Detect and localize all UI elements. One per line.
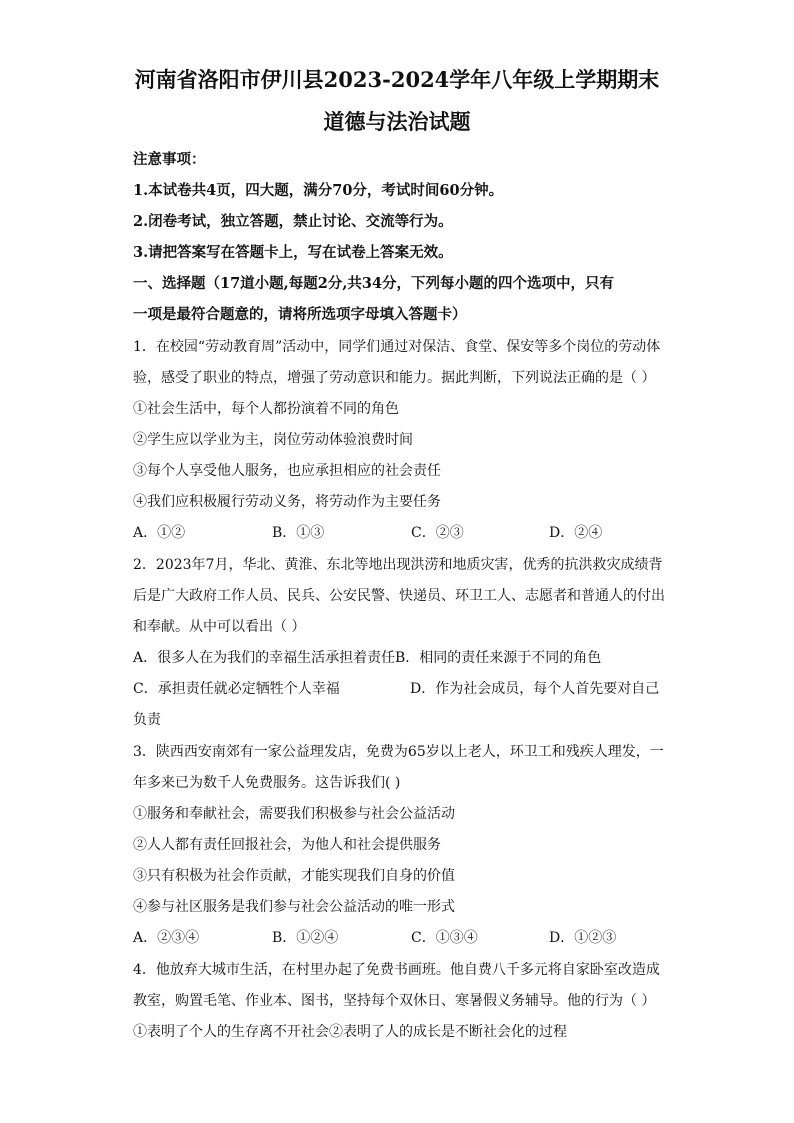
section1-heading-line1: 一、选择题（17道小题,每题2分,共34分，下列每小题的四个选项中，只有 [133, 275, 615, 292]
q3-option-a: A．②③④ [133, 930, 200, 946]
q3-statement-2: ②人人都有责任回报社会，为他人和社会提供服务 [133, 837, 441, 853]
section1-heading-line2: 一项是最符合题意的，请将所选项字母填入答题卡） [133, 306, 467, 323]
notice-item-2: 2.闭卷考试，独立答题，禁止讨论、交流等行为。 [133, 213, 453, 230]
q1-option-d: D．②④ [549, 525, 603, 541]
q1-statement-3: ③每个人享受他人服务，也应承担相应的社会责任 [133, 463, 441, 479]
q2-options-row2 [133, 678, 673, 700]
q3-statement-1: ①服务和奉献社会，需要我们积极参与社会公益活动 [133, 806, 455, 822]
q2-stem-line3: 和奉献。从中可以看出（ ） [133, 619, 306, 635]
q4-stem-line1: 4．他放弃大城市生活，在村里办起了免费书画班。他自费八千多元将自家卧室改造成 [133, 962, 660, 978]
q1-statement-1: ①社会生活中，每个人都扮演着不同的角色 [133, 401, 399, 417]
q4-stem-line2: 教室，购置毛笔、作业本、图书，坚持每个双休日、寒暑假义务辅导。他的行为（ ） [133, 993, 656, 1009]
exam-title-line2: 道德与法治试题 [323, 109, 471, 134]
q3-options [133, 927, 673, 949]
q2-stem-line1: 2．2023年7月，华北、黄淮、东北等地出现洪涝和地质灾害，优秀的抗洪救灾成绩背 [133, 557, 663, 573]
q1-options [133, 522, 673, 544]
q2-option-d: D．作为社会成员，每个人首先要对自己 [410, 681, 660, 697]
q1-statement-2: ②学生应以学业为主，岗位劳动体验浪费时间 [133, 432, 413, 448]
q1-stem-line2: 验，感受了职业的特点，增强了劳动意识和能力。据此判断，下列说法正确的是（ ） [133, 370, 656, 386]
q1-option-b: B．①③ [272, 525, 325, 541]
q1-option-c: C．②③ [411, 525, 464, 541]
q1-option-a: A．①② [133, 525, 186, 541]
q2-options-row1 [133, 647, 673, 669]
q4-statement-line: ①表明了个人的生存离不开社会②表明了人的成长是不断社会化的过程 [133, 1024, 567, 1040]
notice-item-3: 3.请把答案写在答题卡上，写在试卷上答案无效。 [133, 244, 453, 261]
notice-heading: 注意事项： [133, 151, 206, 168]
q3-option-c: C．①③④ [411, 930, 478, 946]
notice-item-1: 1.本试卷共4页，四大题，满分70分，考试时间60分钟。 [133, 182, 504, 199]
q3-option-b: B．①②④ [272, 930, 339, 946]
q2-option-a: A．很多人在为我们的幸福生活承担着责任 [133, 650, 396, 666]
q2-option-b: B．相同的责任来源于不同的角色 [395, 650, 602, 666]
q2-option-c: C．承担责任就必定牺牲个人幸福 [133, 681, 340, 697]
q1-statement-4: ④我们应积极履行劳动义务，将劳动作为主要任务 [133, 494, 441, 510]
q3-statement-3: ③只有积极为社会作贡献，才能实现我们自身的价值 [133, 868, 455, 884]
exam-title-line1: 河南省洛阳市伊川县2023-2024学年八年级上学期期末 [134, 67, 660, 92]
q3-option-d: D．①②③ [549, 930, 617, 946]
q1-stem-line1: 1．在校园“劳动教育周”活动中，同学们通过对保洁、食堂、保安等多个岗位的劳动体 [133, 339, 661, 355]
q3-stem-line1: 3．陕西西安南郊有一家公益理发店，免费为65岁以上老人，环卫工和残疾人理发，一 [133, 744, 664, 760]
q2-option-d-continuation: 负责 [133, 712, 161, 728]
q3-statement-4: ④参与社区服务是我们参与社会公益活动的唯一形式 [133, 899, 455, 915]
q3-stem-line2: 年多来已为数千人免费服务。这告诉我们( ) [133, 775, 401, 791]
q2-stem-line2: 后是广大政府工作人员、民兵、公安民警、快递员、环卫工人、志愿者和普通人的付出 [133, 588, 665, 604]
